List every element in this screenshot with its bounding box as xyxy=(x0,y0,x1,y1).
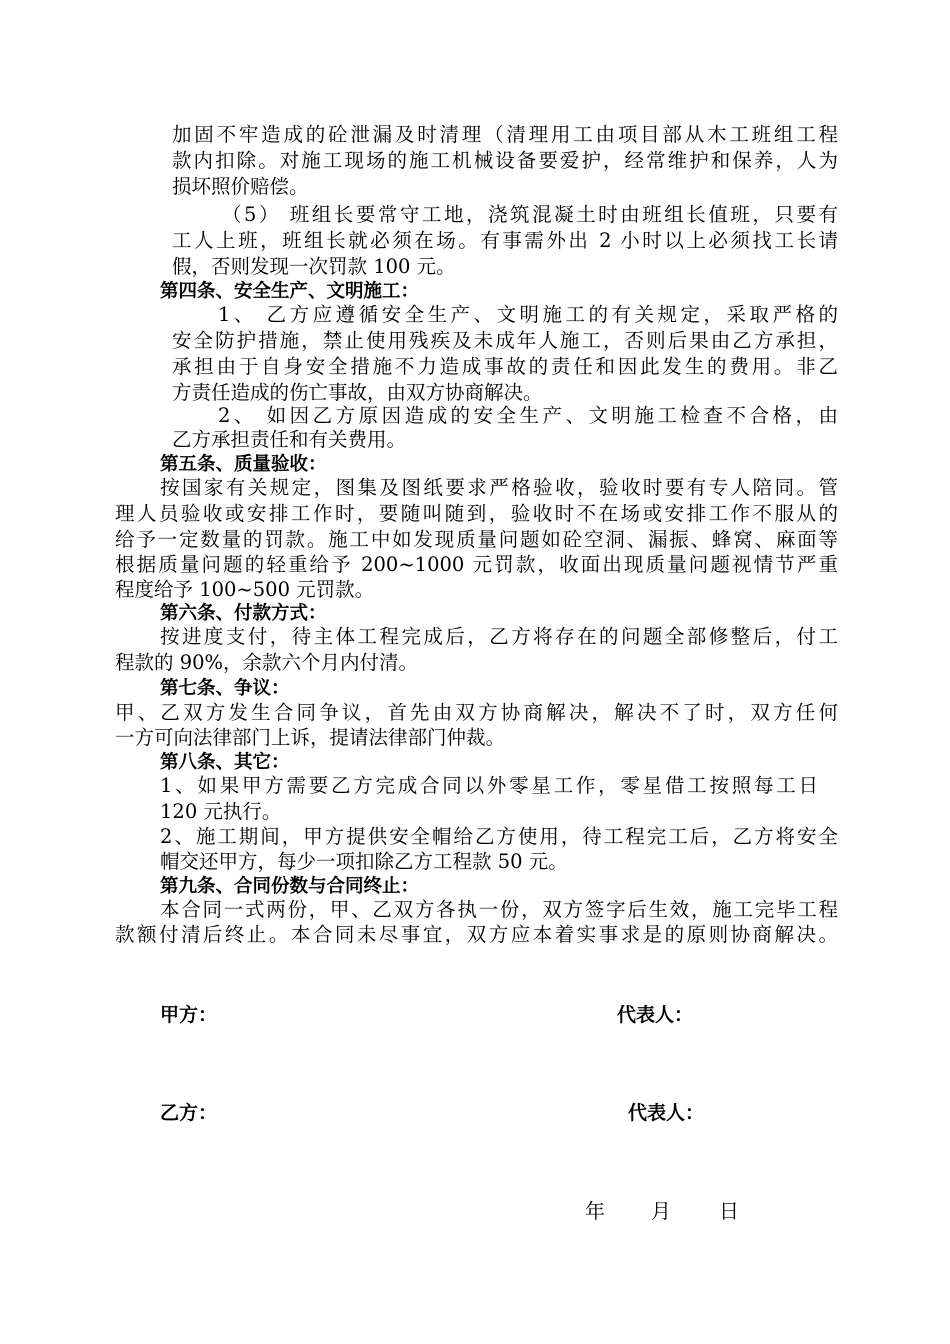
text-line: 120 元执行。 xyxy=(160,800,282,823)
text-line: 本合同一式两份，甲、乙双方各执一份，双方签字后生效，施工完毕工程 xyxy=(160,898,838,921)
date-month: 月 xyxy=(651,1199,671,1223)
party-a-representative-label: 代表人： xyxy=(617,1004,694,1026)
text-line: 损坏照价赔偿。 xyxy=(172,175,309,198)
text-line: 按国家有关规定，图集及图纸要求严格验收，验收时要有专人陪同。管 xyxy=(160,476,838,499)
date-day: 日 xyxy=(719,1199,739,1223)
text-line: 2、 如因乙方原因造成的安全生产、文明施工检查不合格，由 xyxy=(218,404,838,427)
text-line: 甲、乙双方发生合同争议，首先由双方协商解决，解决不了时，双方任何 xyxy=(115,701,838,724)
text-line: 根据质量问题的轻重给予 200~1000 元罚款，收面出现质量问题视情节严重 xyxy=(115,553,838,576)
article-5-heading: 第五条、质量验收： xyxy=(160,454,327,475)
article-7-heading: 第七条、争议： xyxy=(160,678,290,699)
text-line: 程度给予 100~500 元罚款。 xyxy=(115,578,375,601)
article-9-heading: 第九条、合同份数与合同终止： xyxy=(160,876,420,897)
text-line: 帽交还甲方，每少一项扣除乙方工程款 50 元。 xyxy=(160,850,568,873)
article-8-heading: 第八条、其它： xyxy=(160,752,290,773)
text-line: 安全防护措施，禁止使用残疾及未成年人施工，否则后果由乙方承担， xyxy=(172,329,838,352)
text-line: 方责任造成的伤亡事故，由双方协商解决。 xyxy=(172,381,543,404)
text-line: 一方可向法律部门上诉，提请法律部门仲裁。 xyxy=(115,726,506,749)
text-line: 程款的 90%，余款六个月内付清。 xyxy=(115,651,419,674)
text-line: 加固不牢造成的砼泄漏及时清理（清理用工由项目部从木工班组工程 xyxy=(172,123,838,146)
article-6-heading: 第六条、付款方式： xyxy=(160,603,327,624)
text-line: 款内扣除。对施工现场的施工机械设备要爱护，经常维护和保养，人为 xyxy=(172,149,838,172)
text-line: 乙方承担责任和有关费用。 xyxy=(172,428,407,451)
party-b-representative-label: 代表人： xyxy=(628,1102,705,1124)
date-year: 年 xyxy=(585,1199,605,1223)
text-line: 2、施工期间，甲方提供安全帽给乙方使用，待工程完工后，乙方将安全 xyxy=(160,825,838,848)
article-4-heading: 第四条、安全生产、文明施工： xyxy=(160,281,420,302)
text-line: （5） 班组长要常守工地，浇筑混凝土时由班组长值班，只要有 xyxy=(222,203,838,226)
text-line: 工人上班，班组长就必须在场。有事需外出 2 小时以上必须找工长请 xyxy=(172,229,838,252)
text-line: 按进度支付，待主体工程完成后，乙方将存在的问题全部修整后，付工 xyxy=(160,625,838,648)
party-a-label: 甲方： xyxy=(160,1004,218,1026)
text-line: 1、 乙方应遵循安全生产、文明施工的有关规定，采取严格的 xyxy=(218,303,838,326)
party-b-label: 乙方： xyxy=(160,1102,218,1124)
text-line: 1、如果甲方需要乙方完成合同以外零星工作，零星借工按照每工日 xyxy=(160,774,818,797)
text-line: 款额付清后终止。本合同未尽事宜，双方应本着实事求是的原则协商解决。 xyxy=(115,923,838,946)
text-line: 理人员验收或安排工作时，要随叫随到，验收时不在场或安排工作不服从的 xyxy=(115,502,838,525)
text-line: 给予一定数量的罚款。施工中如发现质量问题如砼空洞、漏振、蜂窝、麻面等 xyxy=(115,528,838,551)
text-line: 假，否则发现一次罚款 100 元。 xyxy=(172,255,456,278)
text-line: 承担由于自身安全措施不力造成事故的责任和因此发生的费用。非乙 xyxy=(172,355,838,378)
